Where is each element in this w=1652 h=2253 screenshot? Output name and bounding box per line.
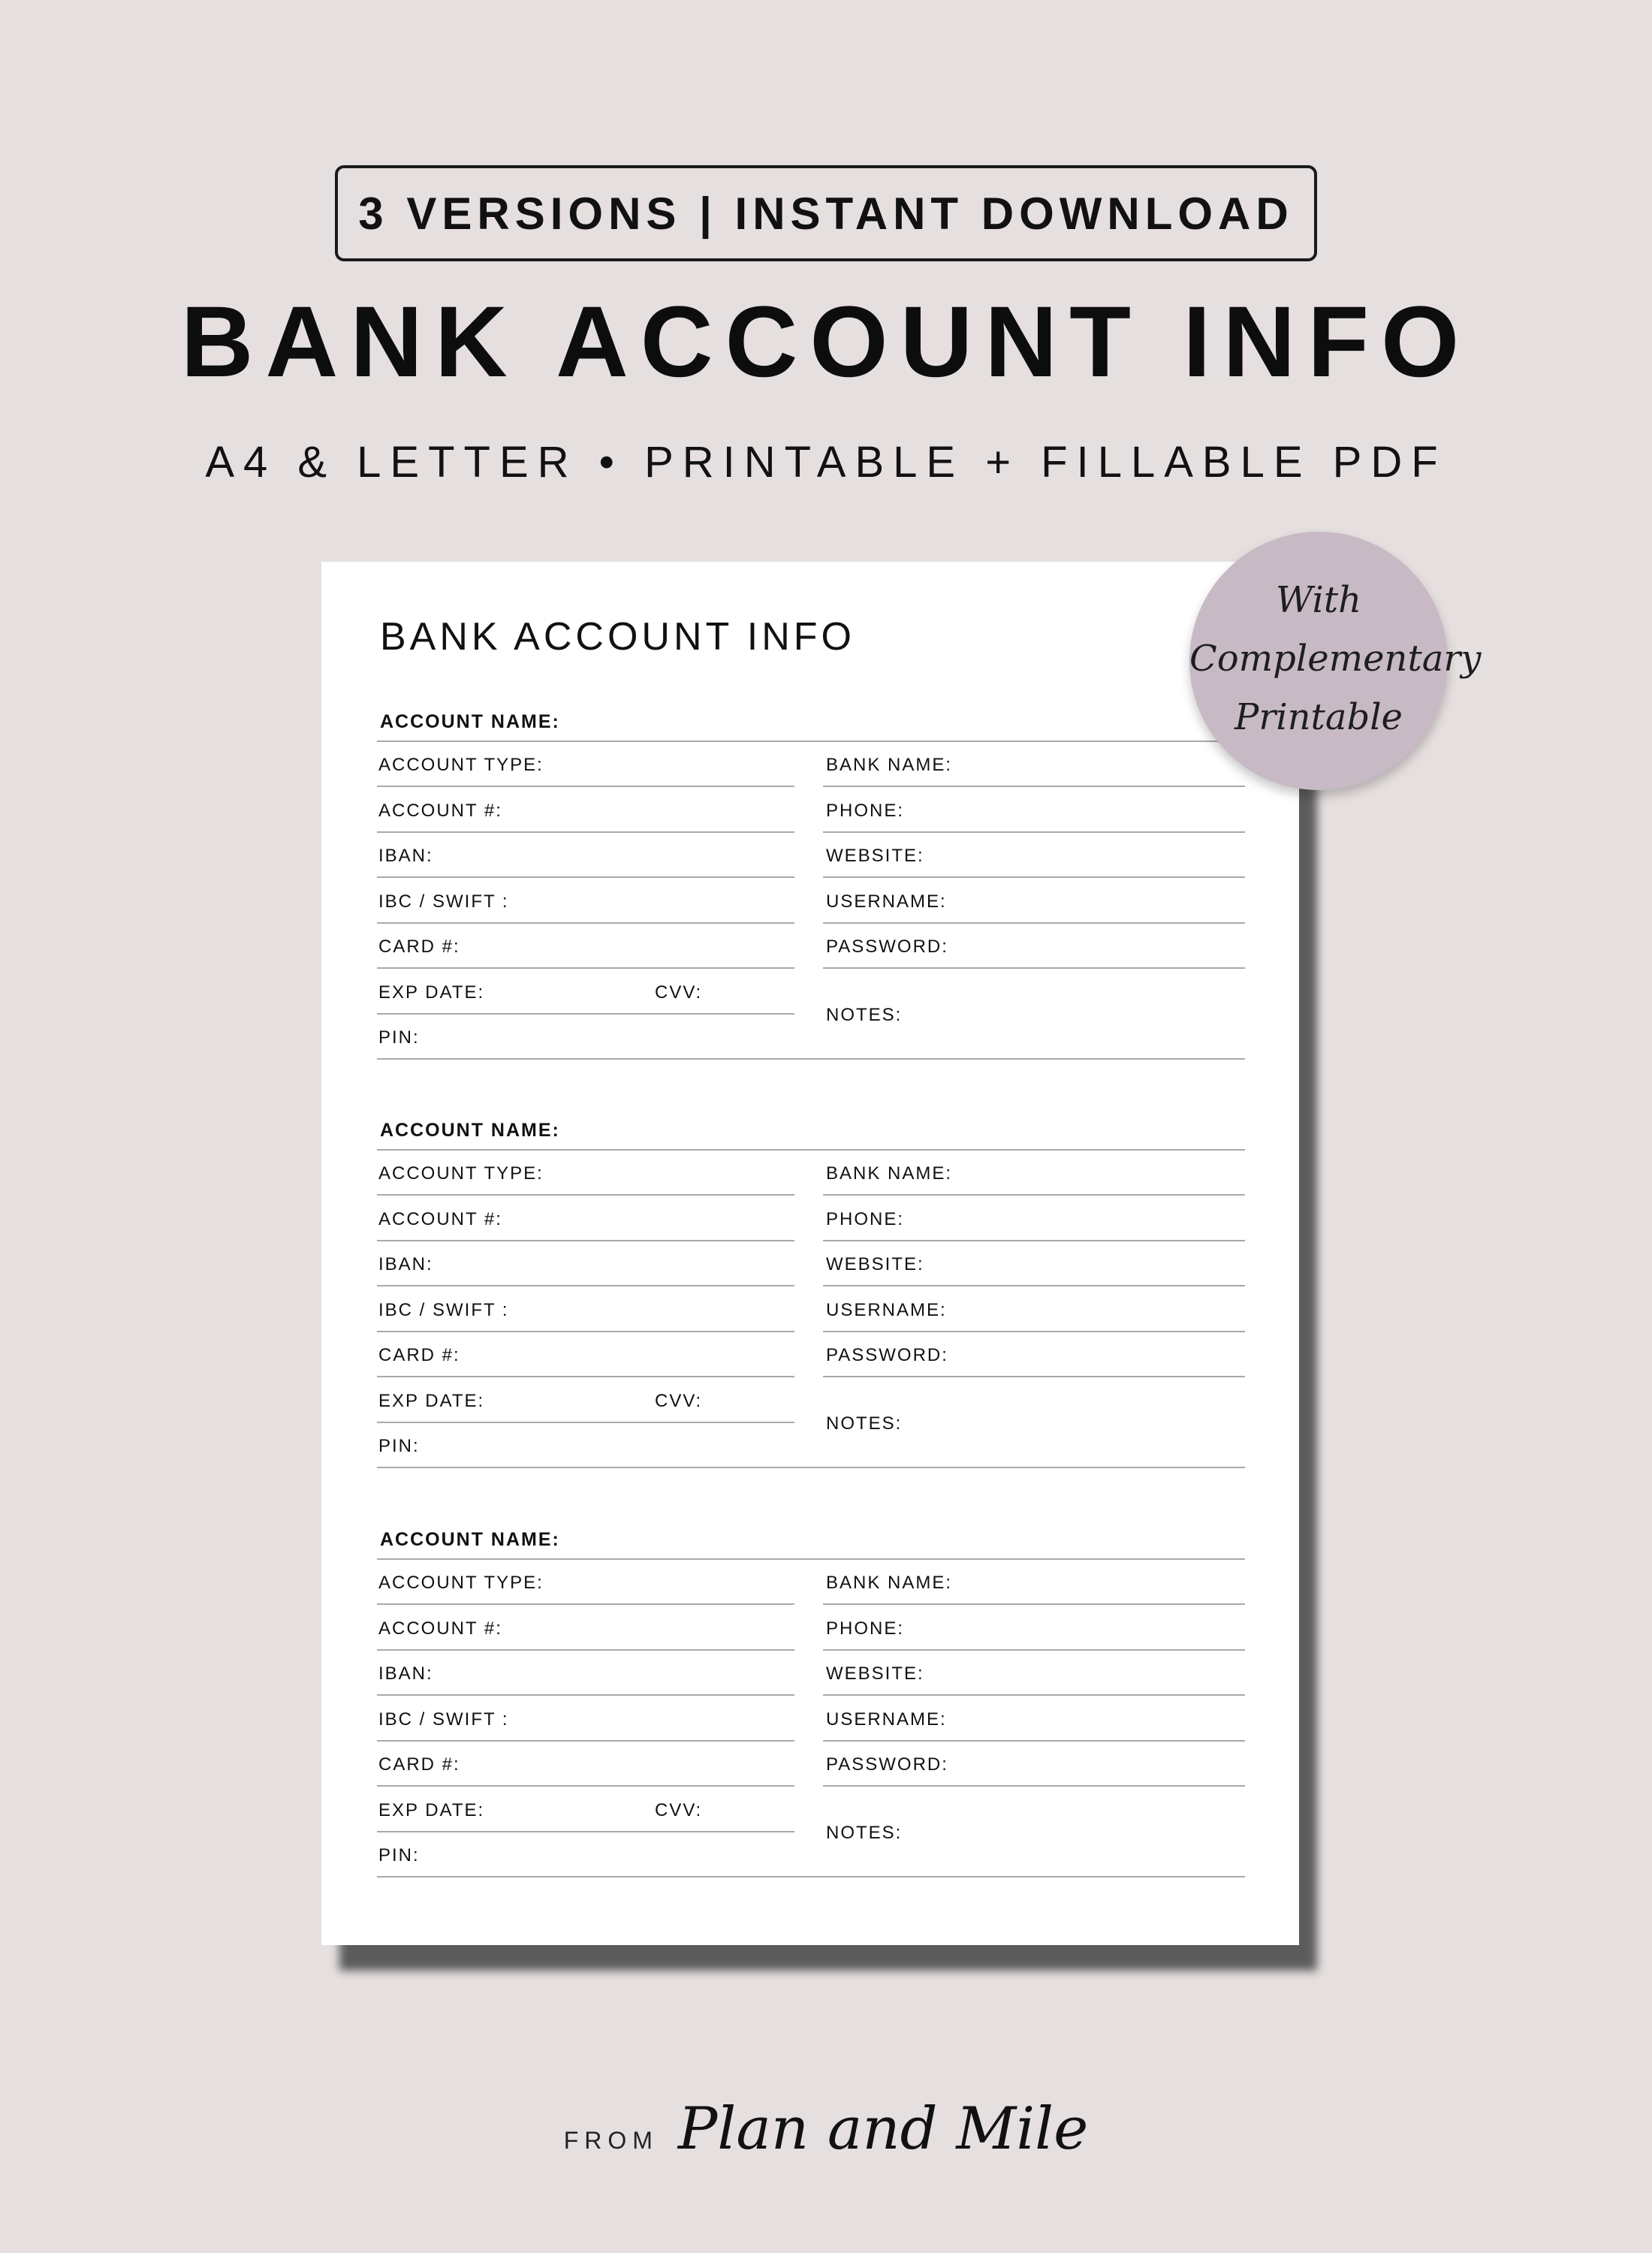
left-field-label: IBAN: bbox=[378, 1254, 433, 1274]
complementary-sticker bbox=[1189, 532, 1482, 790]
left-field-line bbox=[377, 1013, 794, 1015]
right-field-label: USERNAME: bbox=[826, 891, 947, 912]
right-field-label: BANK NAME: bbox=[826, 1573, 953, 1593]
left-field-label: CARD #: bbox=[378, 1345, 460, 1365]
sticker-line: Printable bbox=[1234, 696, 1403, 738]
left-field-label: ACCOUNT TYPE: bbox=[378, 755, 544, 775]
left-field-label: EXP DATE: bbox=[378, 982, 485, 1003]
right-field-line bbox=[823, 1694, 1245, 1696]
right-field-label: PASSWORD: bbox=[826, 936, 948, 957]
left-field-label: ACCOUNT TYPE: bbox=[378, 1573, 544, 1593]
left-field-line bbox=[377, 1785, 794, 1787]
account-section bbox=[321, 1528, 1299, 1889]
right-field-line bbox=[823, 1331, 1245, 1332]
left-field-label: PIN: bbox=[378, 1845, 420, 1865]
sticker-line: With bbox=[1275, 579, 1362, 621]
right-field-label: WEBSITE: bbox=[826, 846, 924, 866]
left-field-label: IBAN: bbox=[378, 1663, 433, 1684]
page-subtitle: A4 & LETTER • PRINTABLE + FILLABLE PDF bbox=[205, 438, 1447, 487]
left-field-label: ACCOUNT #: bbox=[378, 800, 502, 821]
right-field-label: WEBSITE: bbox=[826, 1663, 924, 1684]
right-field-line bbox=[823, 1785, 1245, 1787]
right-field-label: BANK NAME: bbox=[826, 755, 953, 775]
left-field-line bbox=[377, 1694, 794, 1696]
left-field-label: ACCOUNT #: bbox=[378, 1208, 502, 1229]
left-field-line bbox=[377, 1603, 794, 1605]
left-field-label: CARD #: bbox=[378, 1754, 460, 1775]
cvv-label: CVV: bbox=[655, 1799, 703, 1820]
left-field-line bbox=[377, 786, 794, 787]
left-field-label: PIN: bbox=[378, 1436, 420, 1456]
left-field-label: IBC / SWIFT : bbox=[378, 1299, 509, 1320]
sheet-title: BANK ACCOUNT INFO bbox=[380, 615, 856, 659]
left-field-label: EXP DATE: bbox=[378, 1390, 485, 1411]
right-field-line bbox=[823, 831, 1245, 833]
cvv-label: CVV: bbox=[655, 982, 703, 1003]
notes-label: NOTES: bbox=[826, 1004, 903, 1025]
right-field-label: PASSWORD: bbox=[826, 1345, 948, 1365]
left-field-label: ACCOUNT TYPE: bbox=[378, 1163, 544, 1184]
right-field-line bbox=[823, 1376, 1245, 1377]
left-field-line bbox=[377, 1240, 794, 1241]
notes-label: NOTES: bbox=[826, 1413, 903, 1434]
left-field-line bbox=[377, 922, 794, 924]
left-field-line bbox=[377, 1285, 794, 1286]
right-field-line bbox=[823, 876, 1245, 878]
left-field-line bbox=[377, 1422, 794, 1423]
left-field-line bbox=[377, 1740, 794, 1742]
footer bbox=[0, 2095, 1652, 2163]
left-field-line bbox=[377, 1376, 794, 1377]
left-field-label: EXP DATE: bbox=[378, 1799, 485, 1820]
right-field-label: PASSWORD: bbox=[826, 1754, 948, 1775]
notes-label: NOTES: bbox=[826, 1822, 903, 1843]
left-field-line bbox=[377, 1331, 794, 1332]
right-field-line bbox=[823, 1603, 1245, 1605]
left-field-label: IBC / SWIFT : bbox=[378, 1709, 509, 1730]
right-field-line bbox=[823, 1194, 1245, 1196]
account-section bbox=[321, 1119, 1299, 1479]
brand-logo: Plan and Mile bbox=[677, 2095, 1089, 2163]
right-field-label: PHONE: bbox=[826, 800, 905, 821]
right-field-label: PHONE: bbox=[826, 1208, 905, 1229]
left-field-line bbox=[377, 1467, 1245, 1468]
right-field-line bbox=[823, 1240, 1245, 1241]
account-name-line bbox=[377, 1149, 1245, 1151]
left-field-line bbox=[377, 967, 794, 969]
right-field-line bbox=[823, 922, 1245, 924]
right-field-label: PHONE: bbox=[826, 1618, 905, 1639]
right-field-line bbox=[823, 786, 1245, 787]
page-title: BANK ACCOUNT INFO bbox=[180, 286, 1472, 398]
right-field-line bbox=[823, 1285, 1245, 1286]
left-field-line bbox=[377, 1058, 1245, 1060]
right-field-label: USERNAME: bbox=[826, 1709, 947, 1730]
account-name-label: ACCOUNT NAME: bbox=[380, 1529, 560, 1550]
right-field-label: USERNAME: bbox=[826, 1299, 947, 1320]
account-name-label: ACCOUNT NAME: bbox=[380, 711, 560, 732]
account-name-label: ACCOUNT NAME: bbox=[380, 1120, 560, 1141]
left-field-line bbox=[377, 1194, 794, 1196]
right-field-label: BANK NAME: bbox=[826, 1163, 953, 1184]
left-field-line bbox=[377, 1876, 1245, 1878]
account-name-line bbox=[377, 1558, 1245, 1560]
footer-from: FROM bbox=[563, 2127, 659, 2154]
left-field-label: ACCOUNT #: bbox=[378, 1618, 502, 1639]
cvv-label: CVV: bbox=[655, 1390, 703, 1411]
sticker-line: Complementary bbox=[1189, 638, 1482, 680]
left-field-label: CARD #: bbox=[378, 936, 460, 957]
right-field-line bbox=[823, 1649, 1245, 1651]
printable-sheet bbox=[321, 562, 1299, 1945]
account-name-line bbox=[377, 740, 1245, 742]
left-field-label: IBAN: bbox=[378, 846, 433, 866]
account-section bbox=[321, 710, 1299, 1071]
right-field-label: WEBSITE: bbox=[826, 1254, 924, 1274]
versions-badge: 3 VERSIONS | INSTANT DOWNLOAD bbox=[335, 165, 1317, 261]
right-field-line bbox=[823, 1740, 1245, 1742]
left-field-line bbox=[377, 876, 794, 878]
left-field-label: PIN: bbox=[378, 1027, 420, 1048]
left-field-line bbox=[377, 1831, 794, 1832]
left-field-line bbox=[377, 1649, 794, 1651]
sticker-text bbox=[1189, 571, 1482, 746]
left-field-label: IBC / SWIFT : bbox=[378, 891, 509, 912]
right-field-line bbox=[823, 967, 1245, 969]
left-field-line bbox=[377, 831, 794, 833]
